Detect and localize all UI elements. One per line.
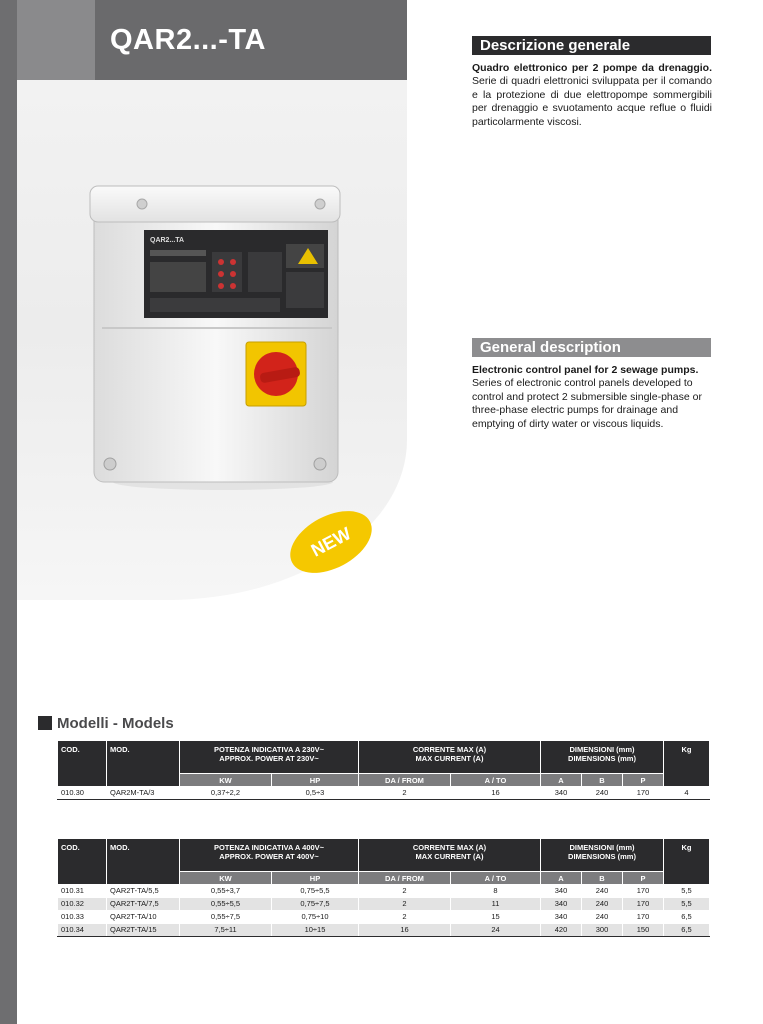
subheader-kw: KW [180, 774, 272, 787]
table-cell: 2 [359, 787, 451, 800]
header-power-it: POTENZA INDICATIVA A 230V~ [213, 745, 325, 754]
new-badge-text: NEW [307, 523, 355, 561]
control-panel-product-image [88, 182, 346, 492]
table-cell: 300 [582, 924, 623, 937]
table-cell: 010.32 [58, 898, 107, 911]
header-current [359, 741, 541, 774]
description-italian [472, 62, 712, 129]
table-cell: QAR2M-TA/3 [107, 787, 180, 800]
table-cell: 340 [541, 787, 582, 800]
table-row [58, 898, 710, 911]
subheader-from: DA / FROM [359, 774, 451, 787]
table-cell: 420 [541, 924, 582, 937]
subheader-from: DA / FROM [359, 872, 451, 885]
table-cell: QAR2T-TA/15 [107, 924, 180, 937]
table-cell: 0,75÷7,5 [272, 898, 359, 911]
table-body [58, 885, 710, 937]
new-badge [286, 508, 376, 576]
header-dim-it: DIMENSIONI (mm) [569, 843, 635, 852]
table-cell: 240 [582, 787, 623, 800]
heading-general-description: General description [472, 338, 711, 357]
table-row [58, 787, 710, 800]
header-dimensions [541, 839, 664, 872]
subheader-p: P [623, 872, 664, 885]
models-table-400v [57, 838, 710, 937]
table-cell: 340 [541, 911, 582, 924]
table-cell: QAR2T-TA/5,5 [107, 885, 180, 898]
table-cell: 8 [451, 885, 541, 898]
table-cell: 2 [359, 885, 451, 898]
header-mod: MOD. [107, 741, 180, 787]
table-cell: 2 [359, 898, 451, 911]
header-power [180, 839, 359, 872]
page-title: QAR2...-TA [110, 24, 266, 56]
table-cell: 170 [623, 898, 664, 911]
table-cell: 24 [451, 924, 541, 937]
models-table-230v [57, 740, 710, 800]
table-cell: 0,55÷7,5 [180, 911, 272, 924]
description-italian-lead: Quadro elettronico per 2 pompe da drenaggio. [472, 62, 712, 74]
table-cell: 150 [623, 924, 664, 937]
header-dimensions [541, 741, 664, 774]
table-cell: 16 [359, 924, 451, 937]
table-cell: 11 [451, 898, 541, 911]
table-row [58, 924, 710, 937]
models-square-icon [38, 716, 52, 730]
subheader-to: A / TO [451, 774, 541, 787]
table-cell: 0,75÷5,5 [272, 885, 359, 898]
table-cell: 170 [623, 911, 664, 924]
header-dim-en: DIMENSIONS (mm) [568, 852, 636, 861]
table-cell: 16 [451, 787, 541, 800]
header-power [180, 741, 359, 774]
header-power-en: APPROX. POWER AT 230V~ [219, 754, 319, 763]
header-current [359, 839, 541, 872]
header-power-en: APPROX. POWER AT 400V~ [219, 852, 319, 861]
left-margin-stripe [0, 0, 17, 1024]
table-cell: 010.34 [58, 924, 107, 937]
description-english-lead: Electronic control panel for 2 sewage pumps. [472, 364, 699, 376]
table-cell: 240 [582, 911, 623, 924]
table-cell: 0,5÷3 [272, 787, 359, 800]
description-english [472, 364, 712, 431]
subheader-p: P [623, 774, 664, 787]
table-cell: 0,55÷5,5 [180, 898, 272, 911]
heading-descrizione-generale: Descrizione generale [472, 36, 711, 55]
table-cell: QAR2T-TA/10 [107, 911, 180, 924]
header-power-it: POTENZA INDICATIVA A 400V~ [213, 843, 325, 852]
table-row [58, 885, 710, 898]
table-cell: 010.30 [58, 787, 107, 800]
header-dim-en: DIMENSIONS (mm) [568, 754, 636, 763]
subheader-hp: HP [272, 872, 359, 885]
table-cell: 2 [359, 911, 451, 924]
table-cell: 5,5 [664, 885, 710, 898]
header-cod: COD. [58, 839, 107, 885]
subheader-a: A [541, 774, 582, 787]
header-current-it: CORRENTE MAX (A) [412, 843, 487, 852]
subheader-hp: HP [272, 774, 359, 787]
header-kg: Kg [664, 741, 710, 787]
table-cell: 010.31 [58, 885, 107, 898]
description-english-body: Series of electronic control panels developed to control and protect 2 submersible single-phase or three-phase electric pumps for drainage and emptying of dirty water or viscous liquids. [472, 377, 702, 430]
table-cell: 5,5 [664, 898, 710, 911]
table-cell: 0,75÷10 [272, 911, 359, 924]
table-cell: 15 [451, 911, 541, 924]
table-cell: QAR2T-TA/7,5 [107, 898, 180, 911]
table-cell: 240 [582, 885, 623, 898]
table-cell: 6,5 [664, 911, 710, 924]
table-cell: 340 [541, 885, 582, 898]
table-body [58, 787, 710, 800]
subheader-to: A / TO [451, 872, 541, 885]
table-cell: 010.33 [58, 911, 107, 924]
models-title: Modelli - Models [57, 714, 174, 732]
subheader-b: B [582, 774, 623, 787]
table-cell: 7,5÷11 [180, 924, 272, 937]
subheader-a: A [541, 872, 582, 885]
header-current-en: MAX CURRENT (A) [415, 754, 484, 763]
title-band-accent [17, 0, 95, 80]
panel-label-text: QAR2...TA [150, 237, 185, 244]
header-kg: Kg [664, 839, 710, 885]
header-dim-it: DIMENSIONI (mm) [569, 745, 635, 754]
subheader-b: B [582, 872, 623, 885]
header-mod: MOD. [107, 839, 180, 885]
table-cell: 10÷15 [272, 924, 359, 937]
table-cell: 4 [664, 787, 710, 800]
models-heading [38, 713, 174, 733]
description-italian-body: Serie di quadri elettronici sviluppata per il comando e la protezione di due elettropompe sommergibili per drenaggio e svuotamento acque reflue o fluidi particolarmente viscosi. [472, 75, 712, 128]
subheader-kw: KW [180, 872, 272, 885]
header-current-en: MAX CURRENT (A) [415, 852, 484, 861]
table-cell: 170 [623, 787, 664, 800]
table-cell: 6,5 [664, 924, 710, 937]
table-row [58, 911, 710, 924]
table-cell: 0,55÷3,7 [180, 885, 272, 898]
table-cell: 170 [623, 885, 664, 898]
header-cod: COD. [58, 741, 107, 787]
table-cell: 240 [582, 898, 623, 911]
table-cell: 0,37÷2,2 [180, 787, 272, 800]
table-cell: 340 [541, 898, 582, 911]
header-current-it: CORRENTE MAX (A) [412, 745, 487, 754]
